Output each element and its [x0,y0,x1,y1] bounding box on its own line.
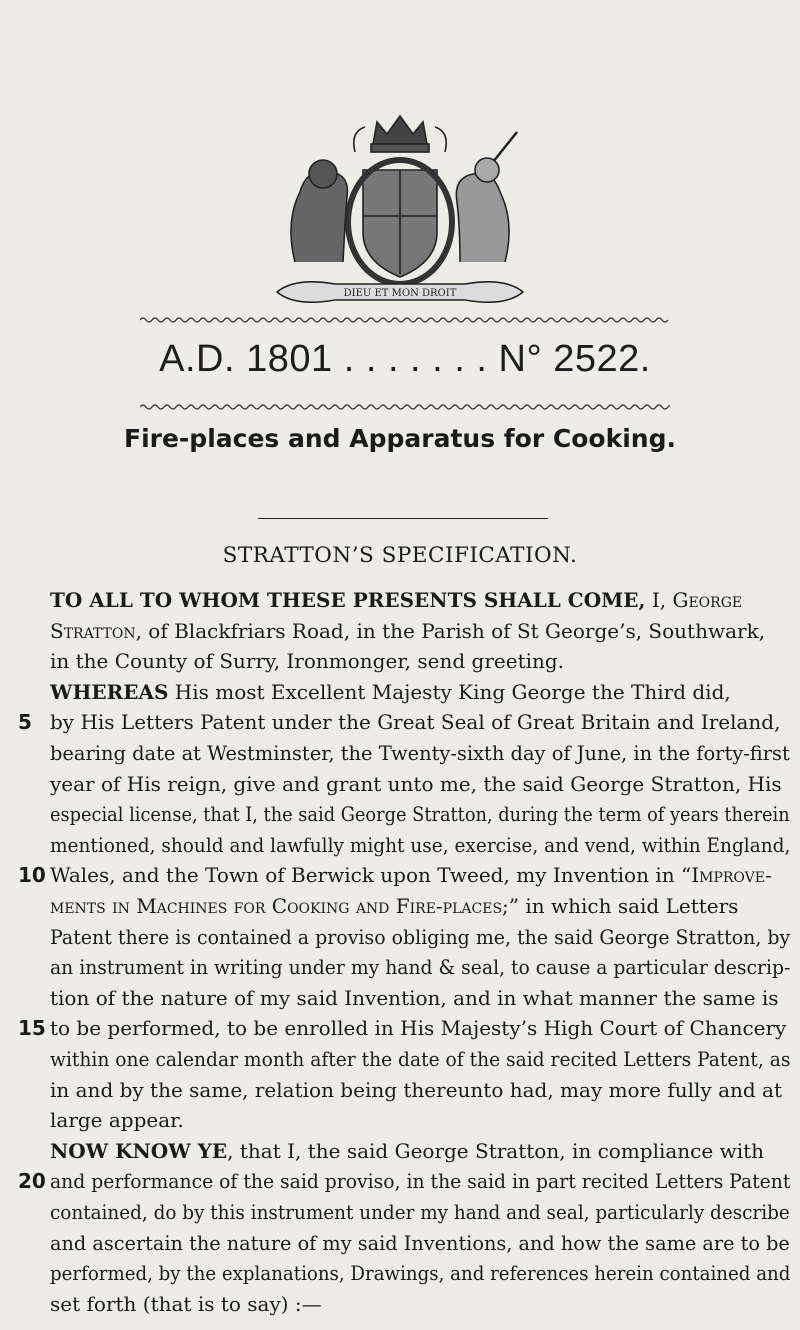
text-line-7: year of His reign, give and grant unto me, the said George Stratton, His [50,771,782,796]
text-line-18: large appear. [50,1108,184,1133]
text-line-8: especial license, that I, the said George Stratton, during the term of years therein [50,802,790,827]
leader-dots: . . . . . . . [332,338,499,380]
text-line-12: Patent there is contained a proviso obliging me, the said George Stratton, by [50,924,791,949]
text-line-5: by His Letters Patent under the Great Seal of Great Britain and Ireland, [50,710,781,735]
text-line-10: Wales, and the Town of Berwick upon Tweed, my Invention in “Improve- [50,863,772,888]
text-line-22: and ascertain the nature of my said Inventions, and how the same are to be [50,1230,790,1255]
year: A.D. 1801 [159,338,333,380]
text-line-16: within one calendar month after the date of the said recited Letters Patent, as [50,1047,791,1071]
text-line-21: contained, do by this instrument under my hand and seal, particularly describe [50,1200,790,1224]
line-number-10: 10 [18,863,46,888]
motto-text: DIEU ET MON DROIT [343,288,457,299]
line-number-15: 15 [18,1016,46,1041]
invention-title-end: ments in Machines for Cooking and Fire-places [50,894,503,918]
text-line-14: tion of the nature of my said Invention, and in what manner the same is [50,985,779,1010]
text-line-4: WHEREAS His most Excellent Majesty King George the Third did, [50,679,731,704]
text-line-24: set forth (that is to say) :— [50,1291,322,1316]
name-first: George [672,588,743,612]
text-line-15: to be performed, to be enrolled in His Majesty’s High Court of Chancery [50,1016,787,1041]
text-line-1: TO ALL TO WHOM THESE PRESENTS SHALL COME, I, George [50,588,743,612]
text-line-2: Stratton, of Blackfriars Road, in the Parish of St George’s, Southwark, [50,618,766,643]
text-line-17: in and by the same, relation being thereunto had, may more fully and at [50,1077,783,1102]
now-know-ye-keyword: NOW KNOW YE [50,1138,228,1163]
wavy-rule-top [140,316,670,324]
text-line-3: in the County of Surry, Ironmonger, send greeting. [50,649,565,674]
name-last: Stratton [50,618,136,643]
line-number-5: 5 [18,710,32,735]
wavy-rule-bottom [140,403,670,411]
text-line-23: performed, by the explanations, Drawings, and references herein contained and [50,1261,791,1286]
invention-title-start: Improve- [691,863,772,888]
patent-header [140,338,670,381]
specification-title: STRATTON’S SPECIFICATION. [222,543,578,568]
text-line-11: ments in Machines for Cooking and Fire-places;” in which said Letters [50,894,739,918]
patent-number: N° 2522. [498,338,651,380]
opening-phrase: TO ALL TO WHOM THESE PRESENTS SHALL COME, [50,588,646,612]
text-line-20: and performance of the said proviso, in the said in part recited Letters Patent [50,1169,791,1194]
title-rule [258,518,548,519]
text-line-9: mentioned, should and lawfully might use, exercise, and vend, within England, [50,832,791,857]
text-line-19: NOW KNOW YE, that I, the said George Stratton, in compliance with [50,1138,765,1163]
subject-heading: Fire-places and Apparatus for Cooking. [124,424,676,453]
royal-coat-of-arms-icon [255,112,545,312]
text-line-13: an instrument in writing under my hand & seal, to cause a particular descrip- [50,955,791,980]
line-number-20: 20 [18,1169,46,1194]
whereas-keyword: WHEREAS [50,679,169,704]
text-line-6: bearing date at Westminster, the Twenty-sixth day of June, in the forty-first [50,741,790,765]
